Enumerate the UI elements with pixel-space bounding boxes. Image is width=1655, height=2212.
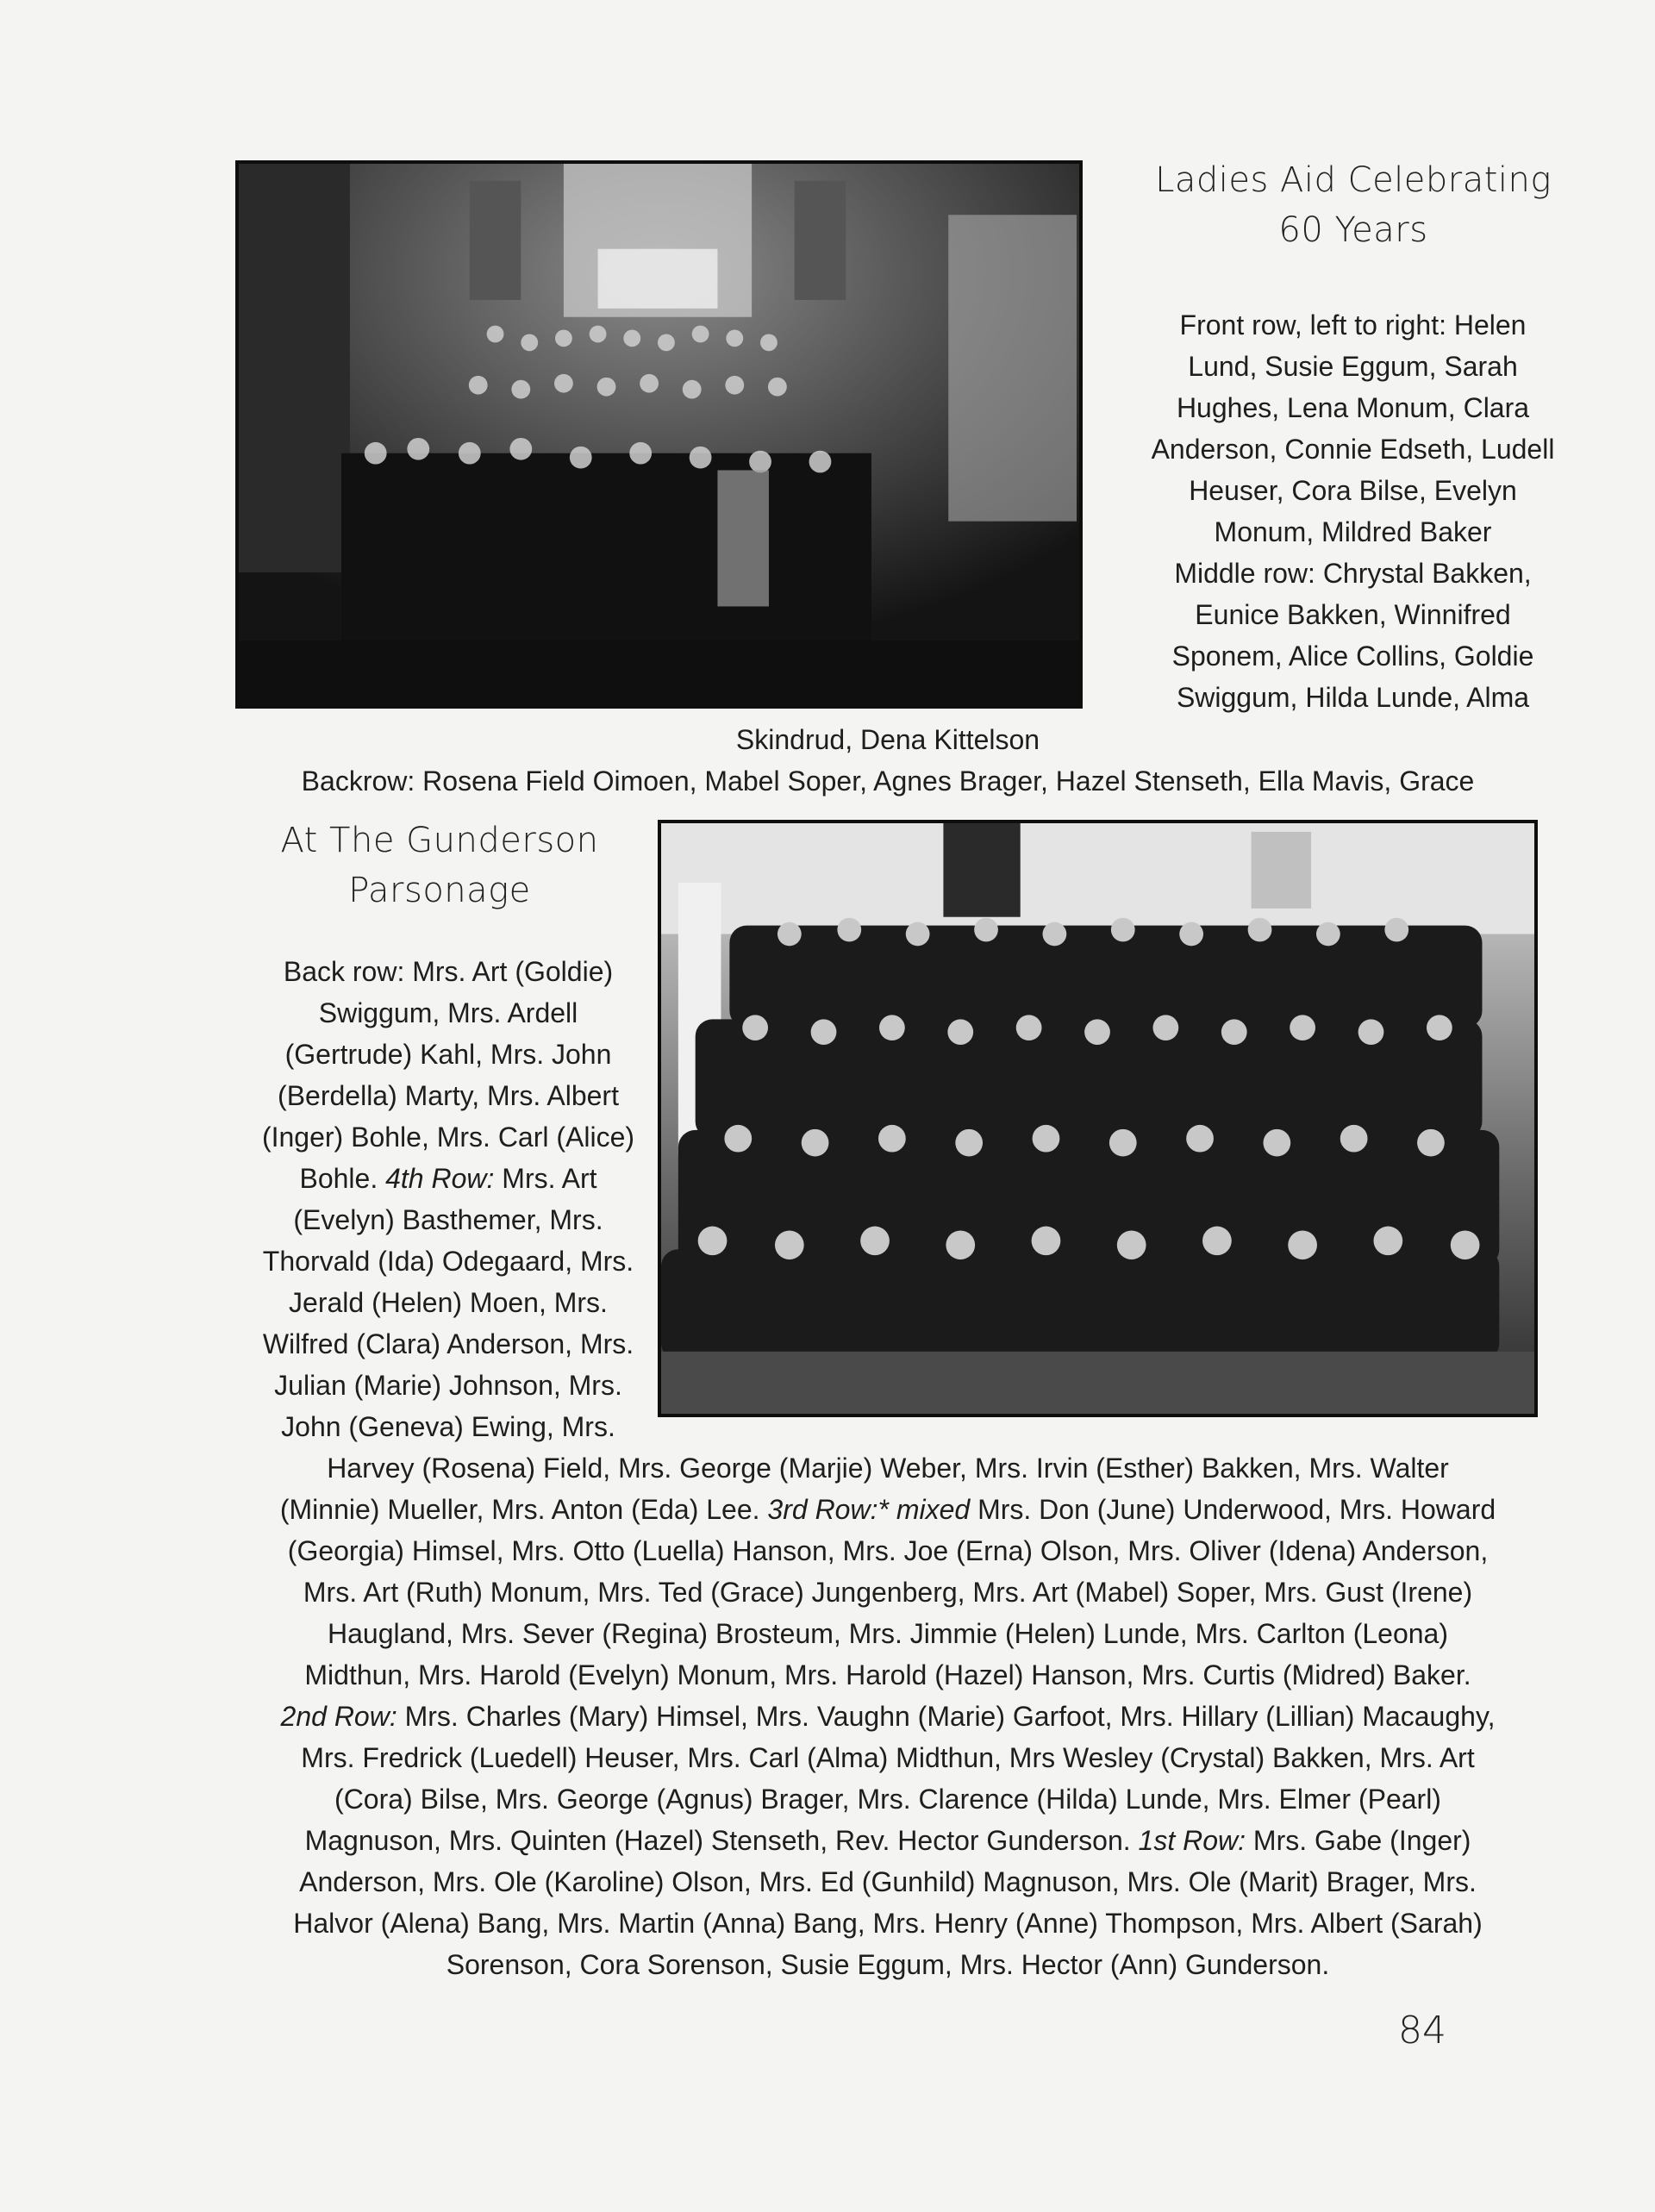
caption-line: Middle row: Chrystal Bakken, bbox=[1174, 558, 1532, 589]
parsonage-caption-continued bbox=[224, 1447, 1552, 1985]
caption-line: John (Geneva) Ewing, Mrs. bbox=[281, 1411, 615, 1442]
caption-line: Swiggum, Hilda Lunde, Alma bbox=[1176, 682, 1530, 713]
caption-text: Mrs. Charles (Mary) Himsel, Mrs. Vaughn (Marie) Garfoot, Mrs. Hillary (Lillian) Macaughy, bbox=[404, 1701, 1496, 1732]
caption-line: Heuser, Cora Bilse, Evelyn bbox=[1189, 475, 1517, 506]
caption-text: Bohle. bbox=[299, 1163, 378, 1194]
caption-line bbox=[224, 1696, 1552, 1737]
caption-line bbox=[224, 1489, 1552, 1530]
parsonage-group-image bbox=[661, 823, 1534, 1414]
caption-line: Skindrud, Dena Kittelson bbox=[735, 724, 1040, 755]
caption-line: Sorenson, Cora Sorenson, Susie Eggum, Mrs. Hector (Ann) Gunderson. bbox=[446, 1949, 1330, 1980]
caption-text: (Minnie) Mueller, Mrs. Anton (Eda) Lee. bbox=[279, 1494, 760, 1525]
ladies-aid-caption-continued bbox=[241, 719, 1534, 802]
row-label-3rd: 3rd Row:* mixed bbox=[767, 1494, 971, 1525]
ladies-aid-photo bbox=[235, 160, 1083, 709]
row-label-4th: 4th Row: bbox=[385, 1163, 495, 1194]
parsonage-heading bbox=[233, 815, 646, 915]
caption-line: Harvey (Rosena) Field, Mrs. George (Marjie) Weber, Mrs. Irvin (Esther) Bakken, Mrs. Walter bbox=[327, 1453, 1449, 1484]
caption-line: (Berdella) Marty, Mrs. Albert bbox=[278, 1080, 619, 1111]
caption-line: (Cora) Bilse, Mrs. George (Agnus) Brager, Mrs. Clarence (Hilda) Lunde, Mrs. Elmer (Pearl) bbox=[334, 1784, 1441, 1815]
caption-text: Mrs. Gabe (Inger) bbox=[1252, 1825, 1471, 1856]
caption-line: Anderson, Connie Edseth, Ludell bbox=[1151, 434, 1555, 465]
caption-line: Monum, Mildred Baker bbox=[1214, 516, 1492, 547]
caption-line: Anderson, Mrs. Ole (Karoline) Olson, Mrs. Ed (Gunhild) Magnuson, Mrs. Ole (Marit) Brager, Mrs. bbox=[299, 1866, 1477, 1897]
caption-line: Wilfred (Clara) Anderson, Mrs. bbox=[262, 1328, 634, 1359]
parsonage-photo bbox=[658, 820, 1538, 1417]
caption-text: Mrs. Art bbox=[502, 1163, 597, 1194]
heading-line: Ladies Aid Celebrating bbox=[1155, 160, 1552, 200]
ladies-aid-heading bbox=[1103, 155, 1603, 255]
caption-line: (Inger) Bohle, Mrs. Carl (Alice) bbox=[261, 1122, 635, 1153]
caption-line: Haugland, Mrs. Sever (Regina) Brosteum, Mrs. Jimmie (Helen) Lunde, Mrs. Carlton (Leona) bbox=[327, 1618, 1448, 1649]
page-number: 84 bbox=[1398, 2009, 1446, 2053]
heading-line: Parsonage bbox=[348, 871, 531, 910]
caption-line: Jerald (Helen) Moen, Mrs. bbox=[289, 1287, 608, 1318]
caption-line: Swiggum, Mrs. Ardell bbox=[318, 997, 578, 1028]
caption-line: Thorvald (Ida) Odegaard, Mrs. bbox=[262, 1246, 634, 1277]
caption-line: Hughes, Lena Monum, Clara bbox=[1176, 392, 1530, 423]
caption-line: Front row, left to right: Helen bbox=[1179, 309, 1527, 341]
caption-line: Mrs. Art (Ruth) Monum, Mrs. Ted (Grace) Jungenberg, Mrs. Art (Mabel) Soper, Mrs. Gust (Irene) bbox=[303, 1577, 1473, 1608]
caption-line: Midthun, Mrs. Harold (Evelyn) Monum, Mrs. Harold (Hazel) Hanson, Mrs. Curtis (Midred) Baker. bbox=[304, 1659, 1471, 1690]
caption-line: (Gertrude) Kahl, Mrs. John bbox=[284, 1039, 612, 1070]
ladies-aid-caption bbox=[1088, 304, 1618, 718]
parsonage-caption bbox=[246, 951, 651, 1447]
church-group-image bbox=[239, 164, 1079, 705]
caption-line: Julian (Marie) Johnson, Mrs. bbox=[274, 1370, 622, 1401]
row-label-2nd: 2nd Row: bbox=[280, 1701, 397, 1732]
heading-line: At The Gunderson bbox=[280, 821, 599, 860]
row-label-1st: 1st Row: bbox=[1138, 1825, 1246, 1856]
heading-line: 60 Years bbox=[1278, 210, 1428, 250]
caption-line: Mrs. Fredrick (Luedell) Heuser, Mrs. Carl (Alma) Midthun, Mrs Wesley (Crystal) Bakken, Mrs. Art bbox=[301, 1742, 1475, 1773]
caption-line: (Georgia) Himsel, Mrs. Otto (Luella) Hanson, Mrs. Joe (Erna) Olson, Mrs. Oliver (Idena) Anderson, bbox=[287, 1535, 1489, 1566]
caption-text: Magnuson, Mrs. Quinten (Hazel) Stenseth, Rev. Hector Gunderson. bbox=[304, 1825, 1131, 1856]
caption-line: (Evelyn) Basthemer, Mrs. bbox=[293, 1204, 603, 1235]
caption-line: Sponem, Alice Collins, Goldie bbox=[1171, 640, 1534, 672]
caption-line: Lund, Susie Eggum, Sarah bbox=[1188, 351, 1518, 382]
caption-line bbox=[224, 1820, 1552, 1861]
caption-line: Back row: Mrs. Art (Goldie) bbox=[283, 956, 614, 987]
caption-line bbox=[246, 1158, 651, 1199]
caption-line: Halvor (Alena) Bang, Mrs. Martin (Anna) Bang, Mrs. Henry (Anne) Thompson, Mrs. Albert (Sarah) bbox=[293, 1908, 1483, 1939]
caption-text: Mrs. Don (June) Underwood, Mrs. Howard bbox=[977, 1494, 1496, 1525]
caption-line: Eunice Bakken, Winnifred bbox=[1195, 599, 1511, 630]
caption-line: Backrow: Rosena Field Oimoen, Mabel Soper, Agnes Brager, Hazel Stenseth, Ella Mavis, Grace bbox=[301, 765, 1475, 797]
